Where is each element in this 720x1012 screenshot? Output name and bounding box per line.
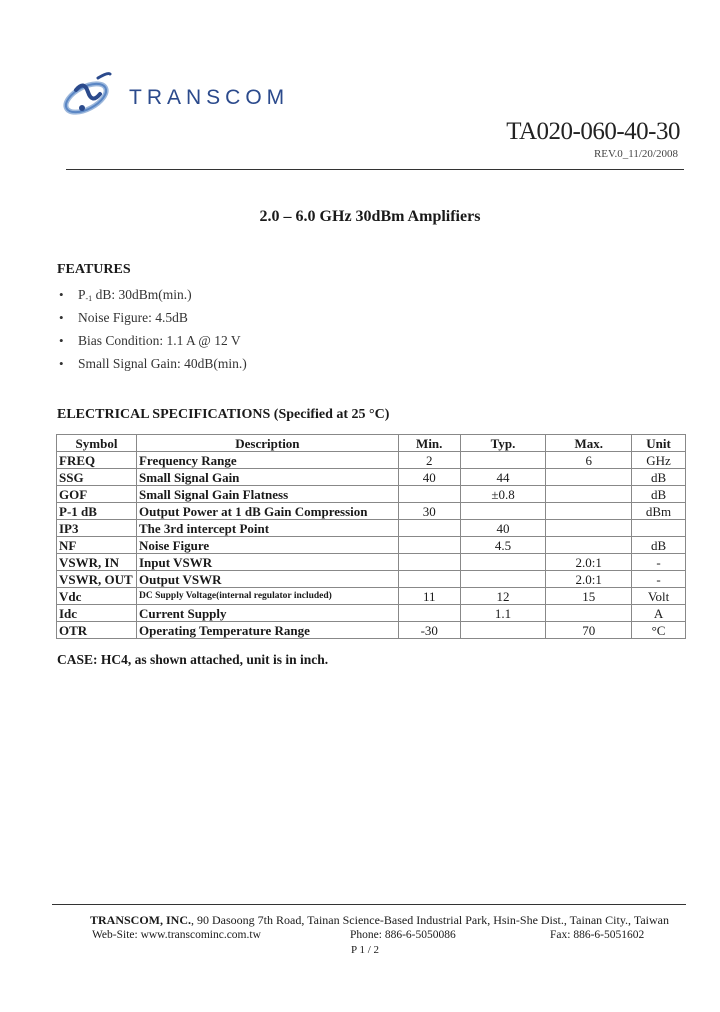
spec-unit-cell: dB: [632, 537, 686, 554]
spec-symbol-cell: Idc: [57, 605, 137, 622]
table-row: [57, 588, 686, 605]
spec-typ-cell: [460, 622, 546, 639]
spec-unit-cell: -: [632, 554, 686, 571]
footer-address-line: [90, 913, 669, 928]
spec-typ-cell: 1.1: [460, 605, 546, 622]
spec-max-cell: [546, 469, 632, 486]
spec-min-cell: 40: [398, 469, 460, 486]
spec-min-cell: [398, 486, 460, 503]
spec-description-cell: DC Supply Voltage(internal regulator included): [136, 588, 398, 605]
table-header-row: [57, 435, 686, 452]
spec-description-cell: The 3rd intercept Point: [136, 520, 398, 537]
bullet-icon: •: [59, 333, 64, 348]
footer-website: Web-Site: www.transcominc.com.tw: [92, 929, 261, 941]
spec-symbol-cell: IP3: [57, 520, 137, 537]
spec-min-cell: [398, 554, 460, 571]
spec-symbol-cell: FREQ: [57, 452, 137, 469]
spec-unit-cell: dB: [632, 486, 686, 503]
spec-max-cell: [546, 486, 632, 503]
spec-unit-cell: dBm: [632, 503, 686, 520]
table-row: [57, 520, 686, 537]
footer-address: , 90 Dasoong 7th Road, Tainan Science-Based Industrial Park, Hsin-She Dist., Tainan City., Taiwan: [191, 913, 669, 927]
spec-max-cell: 2.0:1: [546, 554, 632, 571]
column-header-min: Min.: [398, 435, 460, 452]
page-title: 2.0 – 6.0 GHz 30dBm Amplifiers: [259, 208, 481, 225]
spec-description-cell: Output VSWR: [136, 571, 398, 588]
column-header-symbol: Symbol: [57, 435, 137, 452]
table-row: [57, 622, 686, 639]
spec-unit-cell: dB: [632, 469, 686, 486]
column-header-max: Max.: [546, 435, 632, 452]
spec-typ-cell: 40: [460, 520, 546, 537]
features-heading: FEATURES: [57, 262, 131, 277]
spec-description-cell: Small Signal Gain: [136, 469, 398, 486]
spec-description-cell: Output Power at 1 dB Gain Compression: [136, 503, 398, 520]
table-row: [57, 571, 686, 588]
feature-item: • Noise Figure: 4.5dB: [59, 310, 188, 325]
features-list: [57, 286, 247, 378]
logo-wordmark: TRANSCOM: [129, 86, 290, 109]
header-divider: [66, 169, 684, 170]
spec-max-cell: [546, 503, 632, 520]
specifications-table-body: [57, 452, 686, 639]
table-row: [57, 537, 686, 554]
footer-fax: Fax: 886-6-5051602: [550, 929, 645, 941]
spec-max-cell: 70: [546, 622, 632, 639]
spec-unit-cell: A: [632, 605, 686, 622]
table-row: [57, 486, 686, 503]
column-header-description: Description: [136, 435, 398, 452]
spec-max-cell: 15: [546, 588, 632, 605]
transcom-logo: [58, 68, 308, 120]
spec-description-cell: Operating Temperature Range: [136, 622, 398, 639]
transcom-logo-mark-icon: [58, 68, 128, 120]
spec-symbol-cell: SSG: [57, 469, 137, 486]
spec-min-cell: [398, 537, 460, 554]
table-row: [57, 554, 686, 571]
spec-description-cell: Current Supply: [136, 605, 398, 622]
spec-min-cell: [398, 605, 460, 622]
table-row: [57, 469, 686, 486]
spec-description-cell: Input VSWR: [136, 554, 398, 571]
page-number: P 1 / 2: [350, 944, 379, 956]
column-header-unit: Unit: [632, 435, 686, 452]
spec-typ-cell: [460, 452, 546, 469]
specifications-table: [56, 434, 686, 639]
table-row: [57, 605, 686, 622]
spec-typ-cell: 4.5: [460, 537, 546, 554]
spec-unit-cell: Volt: [632, 588, 686, 605]
spec-symbol-cell: Vdc: [57, 588, 137, 605]
footer-phone: Phone: 886-6-5050086: [350, 929, 456, 941]
table-row: [57, 503, 686, 520]
bullet-icon: •: [59, 310, 64, 325]
footer-company: TRANSCOM, INC.: [90, 913, 192, 927]
spec-unit-cell: -: [632, 571, 686, 588]
spec-max-cell: 2.0:1: [546, 571, 632, 588]
bullet-icon: •: [59, 356, 64, 371]
spec-symbol-cell: OTR: [57, 622, 137, 639]
document-revision: REV.0_11/20/2008: [593, 148, 678, 160]
spec-min-cell: [398, 520, 460, 537]
spec-description-cell: Small Signal Gain Flatness: [136, 486, 398, 503]
spec-max-cell: [546, 537, 632, 554]
feature-item: • $P_{-1}$ dB: 30dBm(min.): [59, 287, 192, 303]
spec-description-cell: Frequency Range: [136, 452, 398, 469]
spec-min-cell: 11: [398, 588, 460, 605]
spec-symbol-cell: VSWR, OUT: [57, 571, 137, 588]
spec-description-cell: Noise Figure: [136, 537, 398, 554]
specifications-heading: ELECTRICAL SPECIFICATIONS (Specified at 25 °C): [57, 407, 390, 422]
spec-symbol-cell: P-1 dB: [57, 503, 137, 520]
spec-typ-cell: 12: [460, 588, 546, 605]
spec-typ-cell: [460, 503, 546, 520]
document-number: TA020-060-40-30: [506, 118, 680, 145]
spec-min-cell: [398, 571, 460, 588]
spec-unit-cell: GHz: [632, 452, 686, 469]
spec-typ-cell: ±0.8: [460, 486, 546, 503]
feature-item: • Small Signal Gain: 40dB(min.): [59, 356, 247, 371]
table-row: [57, 452, 686, 469]
spec-unit-cell: [632, 520, 686, 537]
bullet-icon: •: [59, 287, 64, 302]
spec-unit-cell: °C: [632, 622, 686, 639]
spec-symbol-cell: NF: [57, 537, 137, 554]
spec-min-cell: 30: [398, 503, 460, 520]
case-note: CASE: HC4, as shown attached, unit is in inch.: [57, 652, 329, 667]
spec-min-cell: -30: [398, 622, 460, 639]
spec-max-cell: [546, 605, 632, 622]
spec-typ-cell: [460, 571, 546, 588]
feature-item: • Bias Condition: 1.1 A @ 12 V: [59, 333, 241, 348]
spec-symbol-cell: GOF: [57, 486, 137, 503]
spec-max-cell: 6: [546, 452, 632, 469]
spec-typ-cell: [460, 554, 546, 571]
column-header-typ: Typ.: [460, 435, 546, 452]
footer-divider: [52, 904, 686, 905]
spec-min-cell: 2: [398, 452, 460, 469]
spec-symbol-cell: VSWR, IN: [57, 554, 137, 571]
spec-max-cell: [546, 520, 632, 537]
spec-typ-cell: 44: [460, 469, 546, 486]
